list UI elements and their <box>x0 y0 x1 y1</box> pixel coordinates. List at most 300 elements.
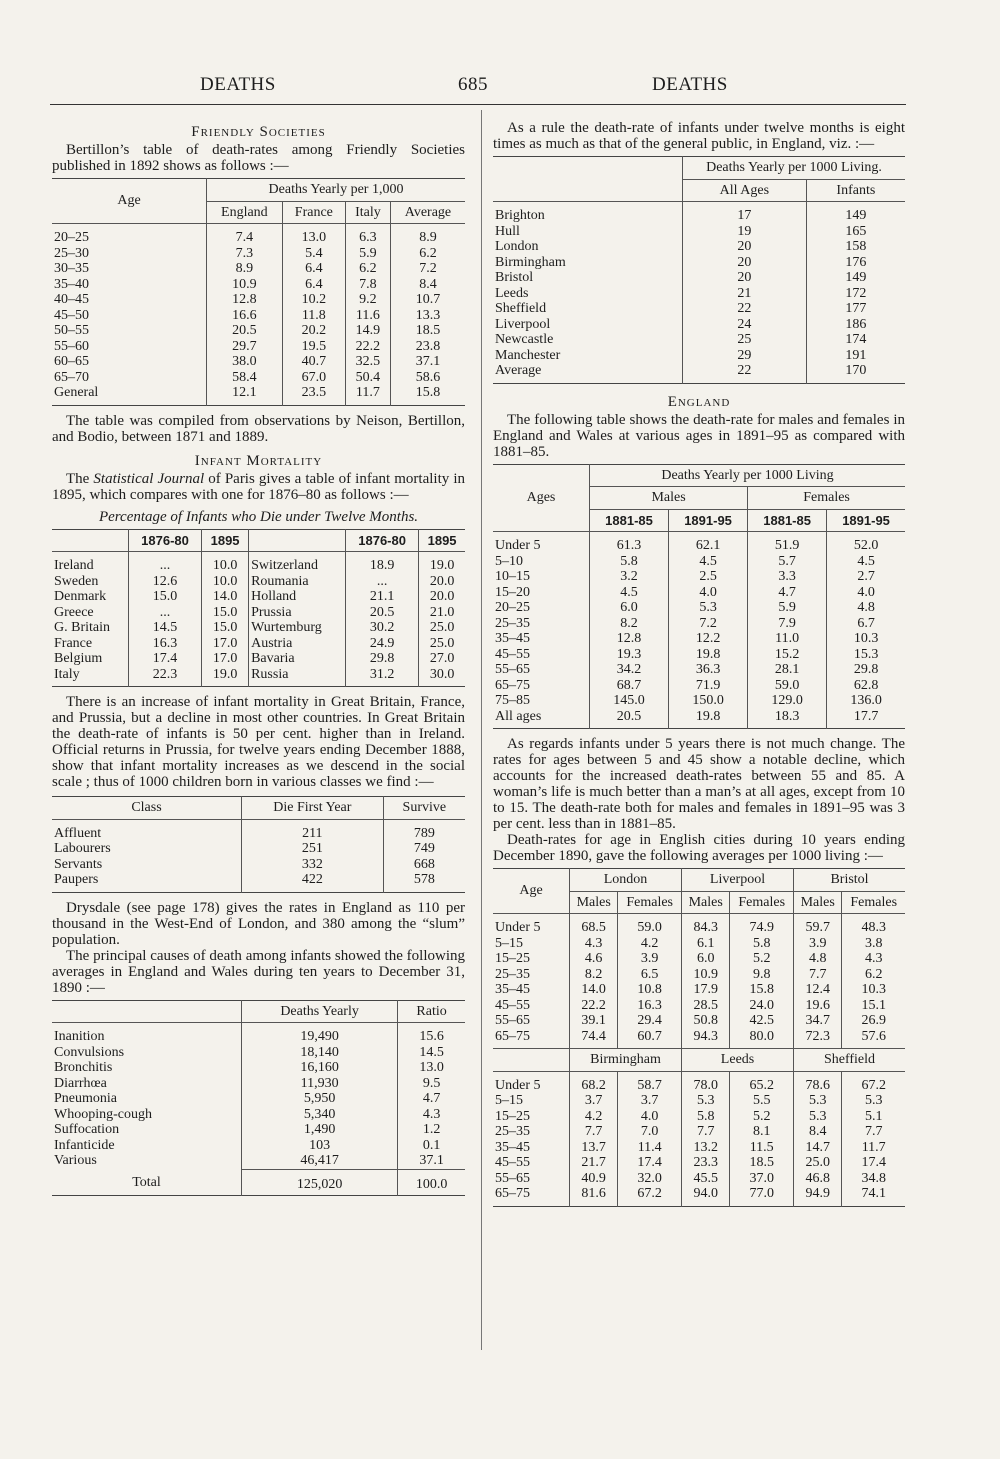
value-cell: 13.0 <box>398 1060 465 1076</box>
value-cell: 14.0 <box>570 982 618 998</box>
age-cell: Under 5 <box>495 1077 541 1093</box>
table-row <box>52 261 465 277</box>
table-row <box>493 317 905 333</box>
value-cell: 16.3 <box>129 636 202 652</box>
age-cell: 65–70 <box>54 369 89 385</box>
value-cell: 45.5 <box>682 1171 730 1187</box>
value-cell: 177 <box>806 301 905 317</box>
friendly-societies-table <box>52 178 465 406</box>
value-cell: 129.0 <box>748 693 827 709</box>
value-cell: 7.7 <box>682 1124 730 1140</box>
value-cell: 172 <box>806 286 905 302</box>
header-rule <box>50 104 906 105</box>
value-cell: 7.7 <box>842 1124 905 1140</box>
value-cell: 65.2 <box>730 1071 794 1093</box>
town-cell: Brighton <box>495 208 545 223</box>
table-row <box>493 1109 905 1125</box>
class-cell: Paupers <box>54 872 99 887</box>
value-cell: 16.6 <box>207 308 283 324</box>
section-heading-friendly-societies: Friendly Societies <box>191 124 326 140</box>
age-cell: General <box>54 385 99 400</box>
value-cell: 68.2 <box>570 1071 618 1093</box>
value-cell: 50.8 <box>682 1013 730 1029</box>
value-cell: 15.1 <box>842 998 905 1014</box>
value-cell: 1,490 <box>242 1122 398 1138</box>
value-cell: 8.9 <box>207 261 283 277</box>
value-cell: 37.1 <box>390 354 465 370</box>
infant-intro: The Statistical Journal of Paris gives a table of infant mortality in 1895, which compares with one for 1876–80 as follows :— <box>52 470 465 503</box>
value-cell: 7.7 <box>570 1124 618 1140</box>
class-cell: Affluent <box>54 825 102 841</box>
age-cell: 40–45 <box>54 292 89 307</box>
value-cell: 18.5 <box>390 323 465 339</box>
table-row <box>52 1076 465 1092</box>
value-cell: 58.6 <box>390 370 465 386</box>
value-cell: 22 <box>683 301 807 317</box>
value-cell: 20.5 <box>346 605 419 621</box>
cause-cell: Infanticide <box>54 1137 115 1153</box>
table-row <box>493 202 905 224</box>
country-cell: Russia <box>249 667 346 687</box>
value-cell: 22.2 <box>570 998 618 1014</box>
cause-cell: Various <box>54 1153 97 1169</box>
value-cell: 5.8 <box>682 1109 730 1125</box>
col-females: Females <box>748 487 905 510</box>
age-cell: 55–60 <box>54 338 89 354</box>
country-cell: G. Britain <box>54 620 110 635</box>
age-cell: 35–45 <box>495 631 530 646</box>
value-cell: 5,340 <box>242 1107 398 1123</box>
table-row <box>493 363 905 383</box>
table-row <box>52 605 465 621</box>
value-cell: 16.3 <box>618 998 682 1014</box>
value-cell: 21.7 <box>570 1155 618 1171</box>
value-cell: 5.4 <box>282 246 345 262</box>
right-column <box>493 120 905 1207</box>
table-row <box>52 1091 465 1107</box>
age-cell: 75–85 <box>495 693 530 708</box>
age-cell: 45–55 <box>495 1155 530 1170</box>
value-cell: 19 <box>683 224 807 240</box>
infant-caption: Percentage of Infants who Die under Twelve Months. <box>98 508 419 525</box>
value-cell: 332 <box>242 857 384 873</box>
total-label: Total <box>132 1175 161 1190</box>
age-cell: 5–15 <box>495 1093 523 1108</box>
col-all-ages: All Ages <box>683 179 807 202</box>
town-cell: Birmingham <box>495 254 566 270</box>
age-cell: 25–30 <box>54 245 89 261</box>
value-cell: 12.6 <box>129 574 202 590</box>
table-row <box>52 323 465 339</box>
col-sheffield: Sheffield <box>794 1049 905 1072</box>
age-cell: Under 5 <box>495 538 541 553</box>
value-cell: 34.7 <box>794 1013 842 1029</box>
table-row <box>493 631 905 647</box>
value-cell: 4.3 <box>570 936 618 952</box>
value-cell: 12.8 <box>207 292 283 308</box>
col-group-deaths: Deaths Yearly per 1,000 <box>207 179 466 202</box>
value-cell: 5.8 <box>590 554 669 570</box>
town-cell: Newcastle <box>495 332 554 347</box>
value-cell: 5.3 <box>682 1093 730 1109</box>
age-cell: 10–15 <box>495 569 530 584</box>
running-head-left: DEATHS <box>200 74 276 95</box>
value-cell: 6.1 <box>682 936 730 952</box>
value-cell: 50.4 <box>345 370 390 386</box>
value-cell: 15.0 <box>202 605 249 621</box>
age-cell: 15–20 <box>495 584 530 600</box>
value-cell: 7.7 <box>794 967 842 983</box>
value-cell: 14.5 <box>129 620 202 636</box>
col-females-sub: Females <box>618 891 682 914</box>
table-row <box>52 1153 465 1169</box>
value-cell: 3.9 <box>618 951 682 967</box>
value-cell: 28.1 <box>748 662 827 678</box>
value-cell: 3.3 <box>748 569 827 585</box>
value-cell: 15.6 <box>398 1023 465 1045</box>
value-cell: 20 <box>683 239 807 255</box>
value-cell: 4.7 <box>748 585 827 601</box>
value-cell: 11.6 <box>345 308 390 324</box>
col-class: Class <box>131 800 162 815</box>
country-cell: Roumania <box>249 574 346 590</box>
age-cell: 45–55 <box>495 997 530 1013</box>
value-cell: 150.0 <box>669 693 748 709</box>
value-cell: 13.2 <box>682 1140 730 1156</box>
table-row <box>52 620 465 636</box>
age-cell: 65–75 <box>495 1028 530 1044</box>
value-cell: 10.3 <box>842 982 905 998</box>
value-cell: 1.2 <box>398 1122 465 1138</box>
value-cell: 7.4 <box>207 224 283 246</box>
col-leeds: Leeds <box>682 1049 794 1072</box>
value-cell: 6.4 <box>282 261 345 277</box>
value-cell: 29.8 <box>346 651 419 667</box>
england-paragraph-1: As regards infants under 5 years there is not much change. The rates for ages between 5 and 45 show a notable decline, which accounts for the increased death-rates between 55 and 85. A woman’s life is much better than a man’s at all ages, except from 10 to 15. The death-rate both for males and females in 1891–95 was 3 per cent. less than in 1881–85. <box>493 736 905 832</box>
value-cell: 145.0 <box>590 693 669 709</box>
table-row <box>493 1155 905 1171</box>
value-cell: 57.6 <box>842 1029 905 1049</box>
value-cell: 19.0 <box>202 667 249 687</box>
table-row <box>493 1124 905 1140</box>
value-cell: 25.0 <box>419 620 465 636</box>
value-cell: 27.0 <box>419 651 465 667</box>
value-cell: 11.8 <box>282 308 345 324</box>
value-cell: 25.0 <box>419 636 465 652</box>
col-ages: Ages <box>526 490 556 505</box>
value-cell: 19.5 <box>282 339 345 355</box>
value-cell: 149 <box>806 202 905 224</box>
total-row <box>52 1169 465 1195</box>
value-cell: 4.0 <box>669 585 748 601</box>
col-deaths-yearly: Deaths Yearly <box>242 1000 398 1023</box>
value-cell: 4.5 <box>827 554 905 570</box>
table-row <box>493 693 905 709</box>
table-row <box>52 1138 465 1154</box>
total-ratio: 100.0 <box>398 1169 465 1195</box>
value-cell: 20.5 <box>590 709 669 729</box>
value-cell: 4.0 <box>618 1109 682 1125</box>
value-cell: 9.2 <box>345 292 390 308</box>
value-cell: 6.2 <box>842 967 905 983</box>
value-cell: 2.7 <box>827 569 905 585</box>
value-cell: 36.3 <box>669 662 748 678</box>
value-cell: 58.4 <box>207 370 283 386</box>
col-survive: Survive <box>383 797 465 820</box>
col-average: Average <box>390 201 465 224</box>
value-cell: 19,490 <box>242 1023 398 1045</box>
value-cell: 24.9 <box>346 636 419 652</box>
value-cell: 25 <box>683 332 807 348</box>
col-males-sub: Males <box>570 891 618 914</box>
value-cell: 59.0 <box>748 678 827 694</box>
col-birmingham: Birmingham <box>570 1049 682 1072</box>
value-cell: 22.3 <box>129 667 202 687</box>
table-row <box>493 348 905 364</box>
value-cell: 61.3 <box>590 532 669 554</box>
value-cell: 12.1 <box>207 385 283 405</box>
value-cell: 8.1 <box>730 1124 794 1140</box>
value-cell: 10.9 <box>682 967 730 983</box>
value-cell: 30.2 <box>346 620 419 636</box>
col-liverpool: Liverpool <box>682 869 794 892</box>
table-row <box>493 554 905 570</box>
value-cell: 77.0 <box>730 1186 794 1206</box>
value-cell: 17 <box>683 202 807 224</box>
class-cell: Servants <box>54 856 103 872</box>
value-cell: 40.7 <box>282 354 345 370</box>
age-cell: 15–25 <box>495 1108 530 1124</box>
value-cell: 29 <box>683 348 807 364</box>
section-heading-infant-mortality: Infant Mortality <box>194 452 323 469</box>
value-cell: 6.2 <box>390 246 465 262</box>
cause-cell: Convulsions <box>54 1044 125 1060</box>
value-cell: 20.0 <box>419 589 465 605</box>
table-row <box>52 819 465 841</box>
value-cell: 176 <box>806 255 905 271</box>
age-cell: 25–35 <box>495 615 530 631</box>
value-cell: 422 <box>242 872 384 892</box>
value-cell: 94.9 <box>794 1186 842 1206</box>
towns-intro: As a rule the death-rate of infants under twelve months is eight times as much as that of the general public, in England, viz. :— <box>493 120 905 152</box>
table-row <box>52 1060 465 1076</box>
age-cell: 15–25 <box>495 951 530 966</box>
country-cell: Wurtemburg <box>249 620 346 636</box>
value-cell: 59.7 <box>794 914 842 936</box>
value-cell: 4.2 <box>618 936 682 952</box>
age-cell: 60–65 <box>54 354 89 369</box>
page-number: 685 <box>458 74 488 95</box>
age-cell: 55–65 <box>495 1170 530 1186</box>
table-row <box>493 709 905 729</box>
table-row <box>493 585 905 601</box>
table-row <box>52 636 465 652</box>
value-cell: 103 <box>242 1138 398 1154</box>
value-cell: 31.2 <box>346 667 419 687</box>
value-cell: 7.2 <box>669 616 748 632</box>
value-cell: 9.5 <box>398 1076 465 1092</box>
age-cell: Under 5 <box>495 920 541 935</box>
value-cell: 5.5 <box>730 1093 794 1109</box>
value-cell: 11.7 <box>842 1140 905 1156</box>
table-row <box>493 662 905 678</box>
value-cell: 3.8 <box>842 936 905 952</box>
value-cell: 29.7 <box>207 339 283 355</box>
value-cell: 5.2 <box>730 1109 794 1125</box>
age-cell: 5–15 <box>495 935 523 951</box>
value-cell: 14.9 <box>345 323 390 339</box>
value-cell: 6.0 <box>590 600 669 616</box>
col-london: London <box>570 869 682 892</box>
value-cell: 20 <box>683 255 807 271</box>
age-cell: 45–55 <box>495 646 530 662</box>
value-cell: 4.3 <box>842 951 905 967</box>
value-cell: 94.0 <box>682 1186 730 1206</box>
age-cell: 35–40 <box>54 276 89 292</box>
value-cell: ... <box>129 605 202 621</box>
value-cell: 21.1 <box>346 589 419 605</box>
value-cell: 5.8 <box>730 936 794 952</box>
section-heading-england: England <box>667 393 731 410</box>
value-cell: 13.0 <box>282 224 345 246</box>
table-row <box>493 239 905 255</box>
table-row <box>52 292 465 308</box>
value-cell: 3.2 <box>590 569 669 585</box>
table-row <box>493 1029 905 1049</box>
friendly-note: The table was compiled from observations by Neison, Bertillon, and Bodio, between 1871 and 1889. <box>52 412 465 445</box>
town-cell: Manchester <box>495 347 561 363</box>
col-italy: Italy <box>345 201 390 224</box>
value-cell: 23.8 <box>390 339 465 355</box>
value-cell: 11,930 <box>242 1076 398 1092</box>
town-cell: Liverpool <box>495 316 551 332</box>
age-cell: 20–25 <box>54 230 89 245</box>
country-cell: Switzerland <box>249 552 346 574</box>
table-row <box>493 600 905 616</box>
value-cell: 12.2 <box>669 631 748 647</box>
value-cell: 4.8 <box>827 600 905 616</box>
table-row <box>52 1045 465 1061</box>
value-cell: 4.0 <box>827 585 905 601</box>
table-row <box>52 246 465 262</box>
value-cell: 17.4 <box>842 1155 905 1171</box>
country-cell: France <box>54 635 93 651</box>
table-row <box>52 277 465 293</box>
country-cell: Ireland <box>54 558 94 573</box>
value-cell: 74.9 <box>730 914 794 936</box>
value-cell: 11.4 <box>618 1140 682 1156</box>
value-cell: 3.9 <box>794 936 842 952</box>
value-cell: 3.7 <box>570 1093 618 1109</box>
table-row <box>493 647 905 663</box>
value-cell: 7.8 <box>345 277 390 293</box>
value-cell: 8.4 <box>794 1124 842 1140</box>
value-cell: 170 <box>806 363 905 383</box>
value-cell: 19.8 <box>669 647 748 663</box>
value-cell: 28.5 <box>682 998 730 1014</box>
value-cell: 72.3 <box>794 1029 842 1049</box>
col-males-1881: 1881-85 <box>590 509 669 532</box>
value-cell: 211 <box>242 819 384 841</box>
table-row <box>493 914 905 936</box>
age-cell: 5–10 <box>495 553 523 569</box>
table-row <box>52 857 465 873</box>
country-cell: Belgium <box>54 651 103 666</box>
value-cell: 17.7 <box>827 709 905 729</box>
value-cell: 68.5 <box>570 914 618 936</box>
value-cell: 12.8 <box>590 631 669 647</box>
value-cell: 5.2 <box>730 951 794 967</box>
value-cell: 78.0 <box>682 1071 730 1093</box>
value-cell: 136.0 <box>827 693 905 709</box>
age-cell: 25–35 <box>495 1124 530 1139</box>
cause-cell: Suffocation <box>54 1122 120 1137</box>
value-cell: 7.0 <box>618 1124 682 1140</box>
town-cell: London <box>495 239 539 254</box>
table-row <box>493 1093 905 1109</box>
table-row <box>52 667 465 687</box>
col-age: Age <box>117 193 141 209</box>
value-cell: 5.3 <box>842 1093 905 1109</box>
table-row <box>493 616 905 632</box>
table-row <box>52 552 465 574</box>
value-cell: 19.0 <box>419 552 465 574</box>
value-cell: 51.9 <box>748 532 827 554</box>
value-cell: ... <box>346 574 419 590</box>
table-row <box>493 998 905 1014</box>
value-cell: 0.1 <box>398 1138 465 1154</box>
value-cell: 20.2 <box>282 323 345 339</box>
table-row <box>493 224 905 240</box>
causes-intro: The principal causes of death among infants showed the following averages in England and Wales during ten years to December 31, 1890 :— <box>52 947 465 996</box>
value-cell: 22 <box>683 363 807 383</box>
england-table <box>493 464 905 730</box>
drysdale-paragraph: Drysdale (see page 178) gives the rates in England as 110 per thousand in the West-End of London, and 380 among the “slum” population. <box>52 899 465 948</box>
value-cell: 67.0 <box>282 370 345 386</box>
value-cell: ... <box>129 552 202 574</box>
value-cell: 38.0 <box>207 354 283 370</box>
total-deaths: 125,020 <box>242 1169 398 1195</box>
value-cell: 71.9 <box>669 678 748 694</box>
value-cell: 25.0 <box>794 1155 842 1171</box>
country-cell: Greece <box>54 604 94 620</box>
value-cell: 17.4 <box>129 651 202 667</box>
age-cell: All ages <box>495 708 542 724</box>
value-cell: 8.2 <box>570 967 618 983</box>
england-paragraph-2: Death-rates for age in English cities during 10 years ending December 1890, gave the following averages per 1000 living :— <box>493 832 905 864</box>
country-cell: Denmark <box>54 589 107 604</box>
table-row <box>52 354 465 370</box>
value-cell: 46.8 <box>794 1171 842 1187</box>
value-cell: 5.9 <box>345 246 390 262</box>
value-cell: 42.5 <box>730 1013 794 1029</box>
table-row <box>493 286 905 302</box>
value-cell: 18.9 <box>346 552 419 574</box>
value-cell: 11.5 <box>730 1140 794 1156</box>
table-row <box>493 270 905 286</box>
table-row <box>52 370 465 386</box>
class-table <box>52 796 465 893</box>
value-cell: 59.0 <box>618 914 682 936</box>
value-cell: 62.1 <box>669 532 748 554</box>
value-cell: 46,417 <box>242 1153 398 1169</box>
value-cell: 14.7 <box>794 1140 842 1156</box>
country-cell: Bavaria <box>249 651 346 667</box>
col-england: England <box>207 201 283 224</box>
table-row <box>493 532 905 554</box>
value-cell: 5.1 <box>842 1109 905 1125</box>
col-ratio: Ratio <box>398 1000 465 1023</box>
